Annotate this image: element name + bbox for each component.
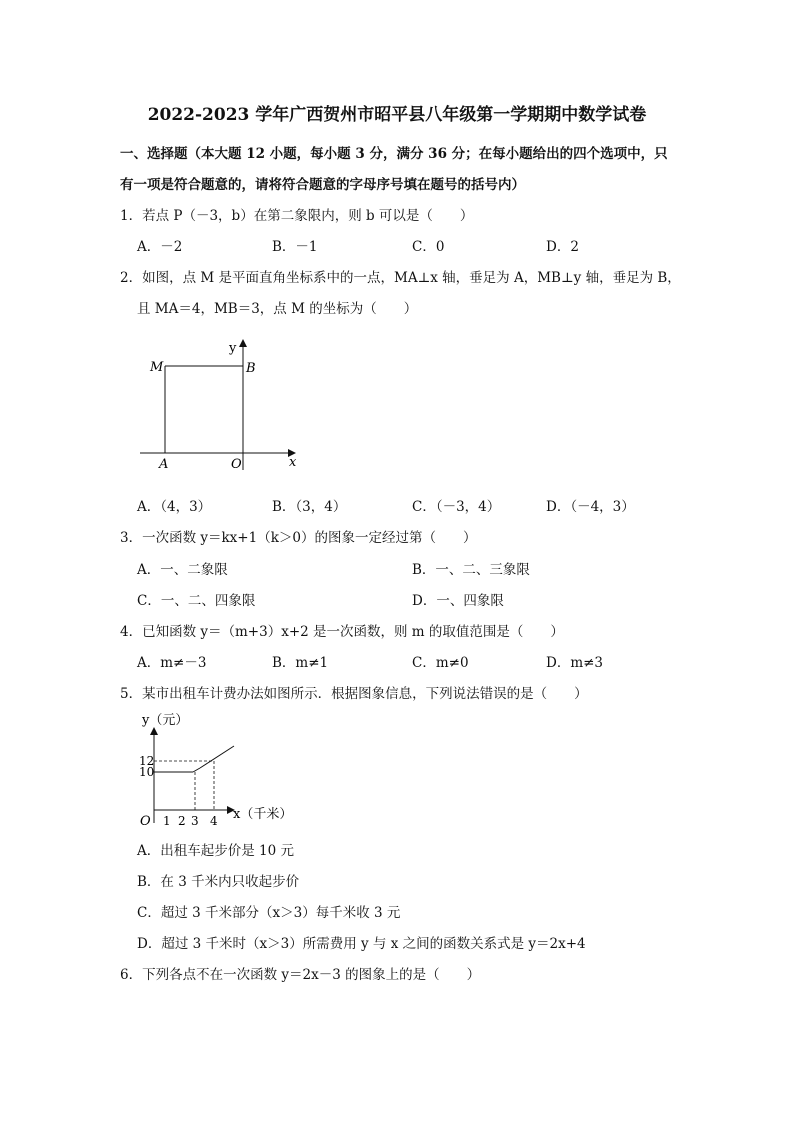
- q2-label-a: A: [159, 457, 169, 472]
- q2-label-x: x: [289, 455, 297, 470]
- q5-ytick-12: 12: [139, 754, 155, 768]
- q4-option-a: A．m≠－3: [137, 655, 207, 671]
- q2-figure: [130, 330, 320, 475]
- q5-xtick-3: 3: [191, 814, 199, 828]
- q2-label-y: y: [229, 341, 237, 356]
- q2-label-b: B: [246, 361, 256, 376]
- q5-option-d: D．超过 3 千米时（x＞3）所需费用 y 与 x 之间的函数关系式是 y＝2x+4: [137, 936, 586, 952]
- q3-option-d: D．一、四象限: [412, 593, 504, 609]
- q3-option-c: C．一、二、四象限: [137, 593, 256, 609]
- q5-xtick-2: 2: [178, 814, 186, 828]
- page-title: 2022-2023 学年广西贺州市昭平县八年级第一学期期中数学试卷: [147, 105, 647, 125]
- q5-stem: 5．某市出租车计费办法如图所示．根据图象信息，下列说法错误的是（ ）: [120, 686, 588, 702]
- q1-option-c: C．0: [412, 239, 445, 255]
- q2-label-m: M: [150, 360, 164, 375]
- q2-option-c: C．（－3，4）: [412, 499, 501, 515]
- q3-stem: 3．一次函数 y＝kx+1（k＞0）的图象一定经过第（ ）: [120, 530, 477, 546]
- q5-xlabel: x（千米）: [233, 807, 293, 822]
- q4-option-d: D．m≠3: [546, 655, 604, 671]
- q5-option-b: B．在 3 千米内只收起步价: [137, 874, 300, 890]
- q2-label-o: O: [231, 457, 242, 472]
- q5-option-a: A．出租车起步价是 10 元: [137, 843, 295, 859]
- q2-stem-line1: 2．如图，点 M 是平面直角坐标系中的一点，MA⊥x 轴，垂足为 A，MB⊥y 轴，垂足为 B，: [120, 270, 681, 286]
- q3-option-b: B．一、二、三象限: [412, 562, 530, 578]
- q4-stem: 4．已知函数 y＝（m+3）x+2 是一次函数，则 m 的取值范围是（ ）: [120, 624, 564, 640]
- q6-stem: 6．下列各点不在一次函数 y＝2x－3 的图象上的是（ ）: [120, 967, 481, 983]
- q1-option-d: D．2: [546, 239, 579, 255]
- q5-origin-label: O: [140, 814, 151, 829]
- q5-xtick-1: 1: [163, 814, 171, 828]
- q3-option-a: A．一、二象限: [137, 562, 228, 578]
- q5-xtick-4: 4: [210, 814, 218, 828]
- q1-option-a: A．－2: [137, 239, 183, 255]
- q5-figure: [130, 708, 300, 833]
- section-header-line2: 有一项是符合题意的，请将符合题意的字母序号填在题号的括号内）: [120, 177, 525, 193]
- q2-stem-line2: 且 MA＝4，MB＝3，点 M 的坐标为（ ）: [137, 301, 418, 317]
- q4-option-b: B．m≠1: [272, 655, 329, 671]
- q1-stem: 1．若点 P（－3，b）在第二象限内，则 b 可以是（ ）: [120, 208, 474, 224]
- q2-option-d: D．（－4，3）: [546, 499, 635, 515]
- q5-ylabel: y（元）: [142, 713, 189, 728]
- q5-option-c: C．超过 3 千米部分（x＞3）每千米收 3 元: [137, 905, 401, 921]
- q2-option-a: A．（4，3）: [137, 499, 212, 515]
- q5-ytick-10: 10: [139, 765, 155, 779]
- q2-option-b: B．（3，4）: [272, 499, 347, 515]
- section-header-line1: 一、选择题（本大题 12 小题，每小题 3 分，满分 36 分；在每小题给出的四个选项中，只: [120, 146, 668, 162]
- q1-option-b: B．－1: [272, 239, 318, 255]
- q4-option-c: C．m≠0: [412, 655, 469, 671]
- q5-segment-rise: [200, 746, 234, 768]
- q5-segment-kink: [193, 768, 200, 772]
